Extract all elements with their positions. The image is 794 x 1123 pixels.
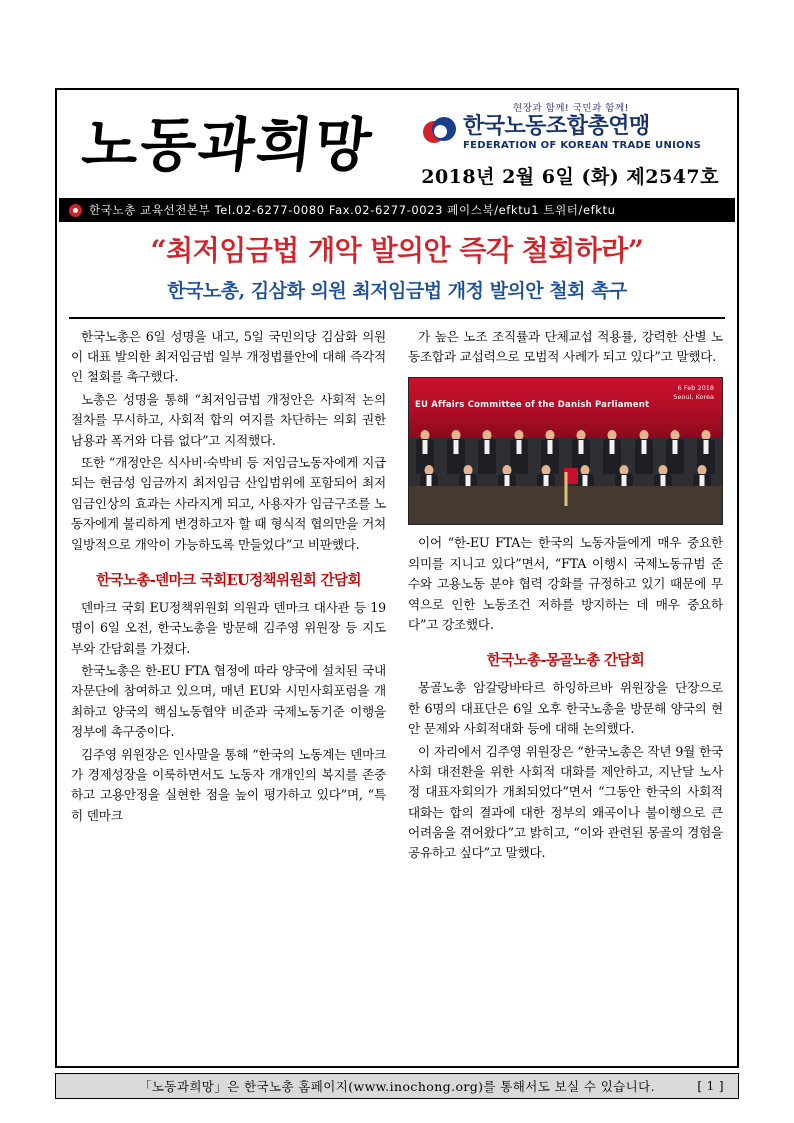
paragraph: 또한 “개정안은 식사비·숙박비 등 저임금노동자에게 지급되는 현금성 임금까지 최저임금 산입범위에 포함되어 최저임금인상의 효과는 사라지게 되고, 사용자가 임금구조를 노동자에게 불리하게 변경하고자 할 때 형식적 협의만을 거쳐 일방적으로 개악이 가능하도록 만들었다”고 비판했다.: [71, 454, 386, 552]
footer-text: 「노동과희망」은 한국노총 홈페이지(www.inochong.org)를 통해서도 보실 수 있습니다.: [139, 1079, 655, 1094]
paragraph: 노총은 성명을 통해 “최저임금법 개정안은 사회적 논의 절차를 무시하고, 사회적 합의 여지를 차단하는 의회 권한 남용과 폭거와 다름 없다”고 지적했다.: [71, 391, 386, 448]
publication-title: 노동과희망: [78, 111, 377, 179]
paragraph: 몽골노총 암갈랑바타르 하잉하르바 위원장을 단장으로 한 6명의 대표단은 6일 오후 한국노총을 방문해 양국의 현안 문제와 사회적대화 등에 대해 논의했다.: [408, 680, 723, 737]
photo-banner-date: 6 Feb 2018 Seoul, Korea: [673, 384, 714, 401]
photo-banner-text: EU Affairs Committee of the Danish Parliament: [415, 400, 650, 411]
section-heading-mongolia: 한국노총-몽골노총 간담회: [486, 652, 645, 670]
article-columns: [57, 319, 737, 866]
paragraph: 이 자리에서 김주영 위원장은 “한국노총은 작년 9월 한국사회 대전환을 위한 사회적 대화를 제안하고, 지난달 노사정 대표자회의가 개최되었다”면서 “그동안 한국의 사회적 대화는 합의 결과에 대한 정부의 왜곡이나 불이행으로 큰 어려움을 겪어왔다”고 밝히고, “이와 관련된 몽골의 경험을 공유하고 싶다”고 말했다.: [408, 743, 723, 861]
masthead: [57, 90, 737, 198]
headline-block: [57, 222, 737, 309]
organization-name-en: FEDERATION OF KOREAN TRADE UNIONS: [463, 140, 702, 152]
bullet-icon: [69, 204, 82, 217]
photo-flagpole: [564, 472, 567, 506]
section-heading-denmark: 한국노총-덴마크 국회EU정책위원회 간담회: [96, 571, 361, 589]
contact-text: 한국노총 교육선전본부 Tel.02-6277-0080 Fax.02-6277-0023 페이스북/efktu1 트위터/efktu: [89, 203, 616, 217]
footer-bar: [55, 1073, 739, 1099]
organization-name-kr: 한국노동조합총연맹: [463, 113, 650, 139]
issue-line: 2018년 2월 6일 (화) 제2547호: [421, 166, 719, 188]
paragraph: 한국노총은 한-EU FTA 협정에 따라 양국에 설치된 국내자문단에 참여하고 있으며, 매년 EU와 시민사회포럼을 개최하고 양국의 핵심노동협약 비준과 국제노동기준 이행을 정부에 촉구중이다.: [71, 663, 386, 740]
paragraph: 가 높은 노조 조직률과 단체교섭 적용률, 강력한 산별 노동조합과 교섭력으로 모범적 사례가 되고 있다”고 말했다.: [408, 328, 723, 364]
left-column: [71, 327, 397, 866]
content-frame: [55, 88, 739, 1068]
paragraph: 이어 “한-EU FTA는 한국의 노동자들에게 매우 중요한 의미를 지니고 있다”면서, “FTA 이행시 국제노동규범 준수와 고용노동 분야 협력 강화를 규정하고 있기 때문에 무역으로 인한 노동조건 저하를 방지하는 데 매우 중요하다”고 강조했다.: [408, 535, 723, 632]
paragraph: 덴마크 국회 EU정책위원회 의원과 덴마크 대사관 등 19명이 6일 오전, 한국노총을 방문해 김주영 위원장 등 지도부와 간담회를 가졌다.: [71, 599, 386, 656]
paragraph: 김주영 위원장은 인사말을 통해 “한국의 노동계는 덴마크가 경제성장을 이룩하면서도 노동자 개개인의 복지를 존중하고 고용안정을 실현한 점을 높이 평가하고 있다”며, “특히 덴마크: [71, 746, 386, 823]
group-photo: [408, 377, 723, 525]
page-number: [ 1 ]: [697, 1079, 724, 1093]
paragraph: 한국노총은 6일 성명을 내고, 5일 국민의당 김삼화 의원이 대표 발의한 최저임금법 일부 개정법률안에 대해 즉각적인 철회를 촉구했다.: [71, 328, 386, 385]
organization-block: [421, 100, 721, 151]
fktu-logo-icon: [421, 115, 457, 151]
headline-main: “최저임금법 개악 발의안 즉각 철회하라”: [150, 234, 644, 267]
headline-sub: 한국노총, 김삼화 의원 최저임금법 개정 발의안 철회 촉구: [167, 279, 627, 302]
organization-slogan: 현장과 함께! 국민과 함께!: [513, 103, 629, 114]
right-column: [397, 327, 723, 866]
contact-bar: [59, 198, 735, 222]
